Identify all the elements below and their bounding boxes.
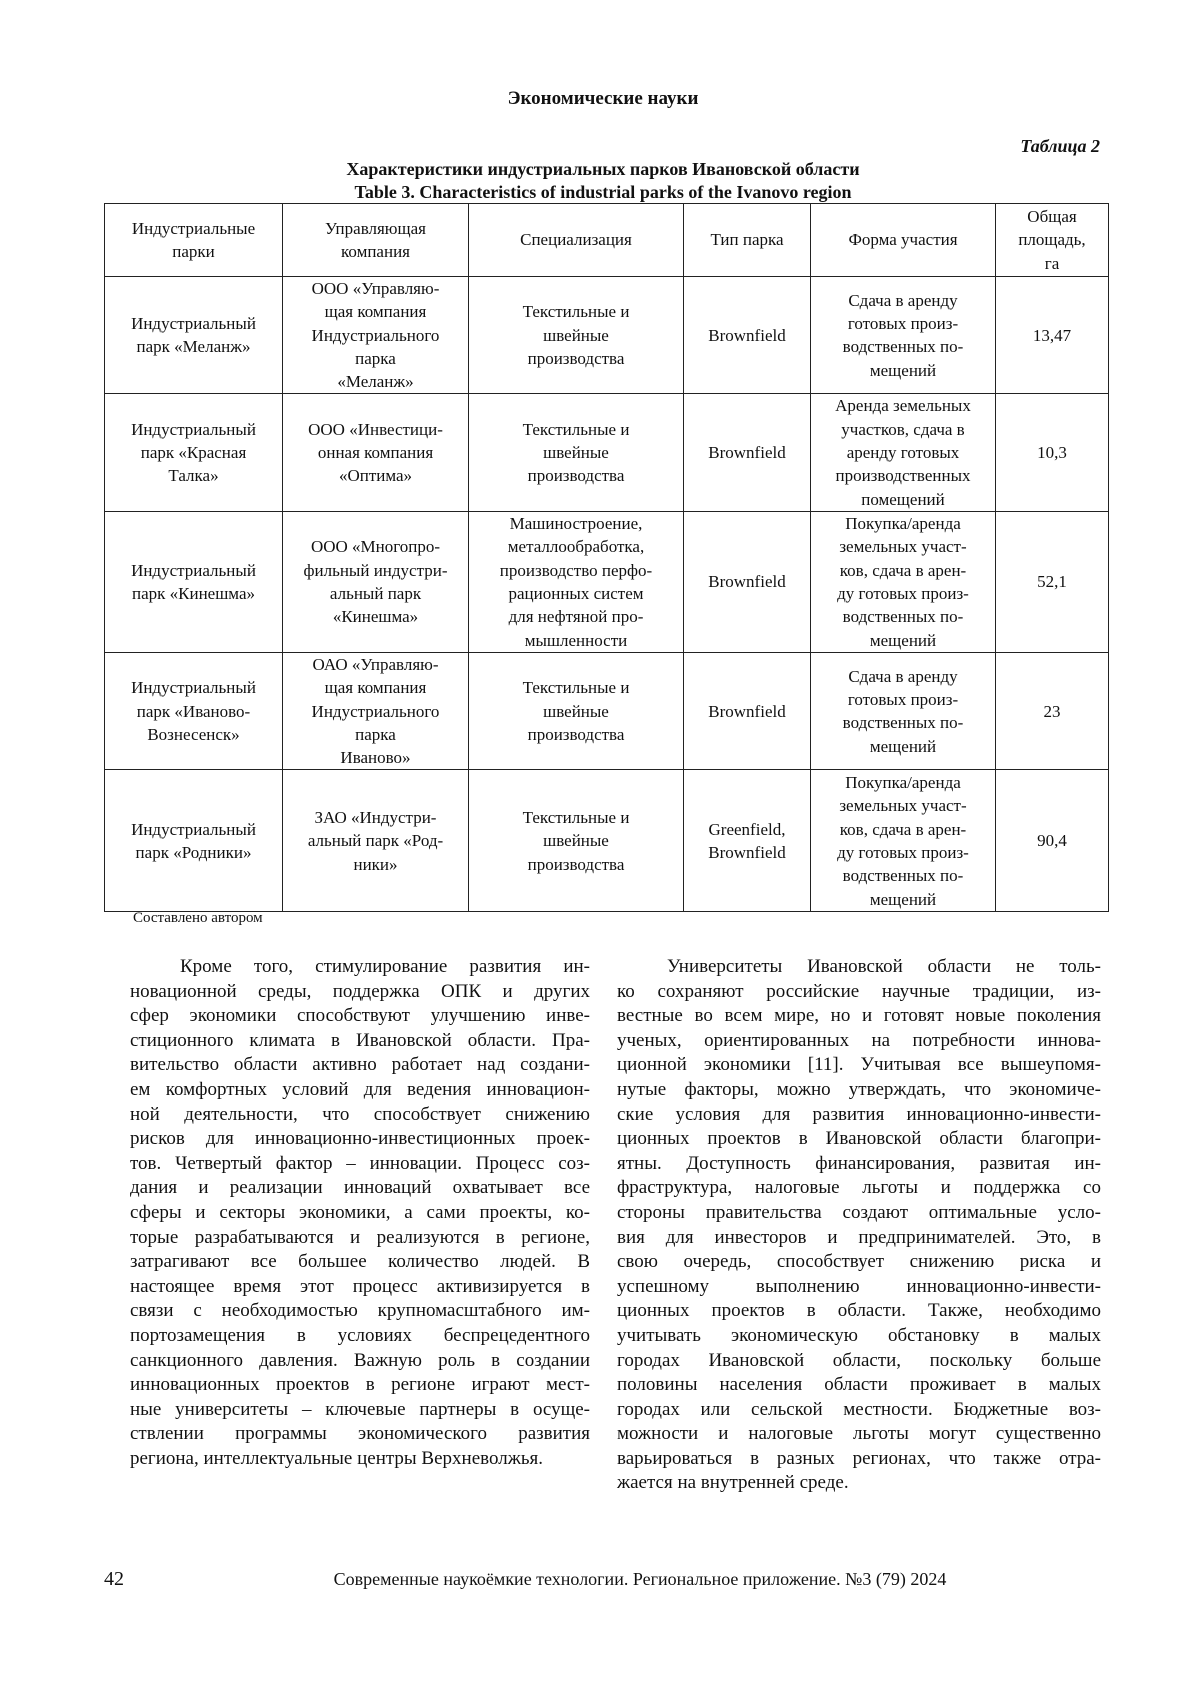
table-source-note: Составлено автором — [133, 910, 263, 926]
column-header: Форма участия — [811, 204, 996, 277]
body-text-line: ционных проектов в области. Также, необходимо — [617, 1300, 1101, 1322]
table-row — [105, 652, 1109, 769]
table-cell: Индустриальный парк «Кинешма» — [105, 511, 283, 652]
column-header: Управляющая компания — [283, 204, 469, 277]
table-title-en: Table 3. Characteristics of industrial parks of the Ivanovo region — [354, 182, 852, 202]
body-text-line: ной деятельности, что способствует снижению — [130, 1103, 590, 1125]
body-column-right — [617, 955, 1101, 1496]
body-text-line: ко сохраняют российские научные традиции, из- — [617, 980, 1101, 1002]
body-text-line: стиционного климата в Ивановской области. Пра- — [130, 1029, 590, 1051]
body-text-line: региона, интеллектуальные центры Верхневолжья. — [130, 1447, 543, 1469]
table-cell: ООО «Управляю- щая компания Индустриального парка «Меланж» — [283, 277, 469, 394]
body-text-line: дания и реализации инноваций охватывает все — [130, 1177, 590, 1199]
table-label: Таблица 2 — [1020, 136, 1100, 156]
table-cell: Текстильные и швейные производства — [469, 277, 684, 394]
body-text-line: Университеты Ивановской области не толь- — [667, 956, 1101, 977]
table-cell: Индустриальный парк «Иваново- Вознесенск» — [105, 652, 283, 769]
body-text-line: ствлении программы экономического развития — [130, 1423, 590, 1445]
body-text-line: ные университеты – ключевые партнеры в осуще- — [130, 1398, 590, 1420]
table-cell: Сдача в аренду готовых произ- водственных по- мещений — [811, 277, 996, 394]
table-cell: 13,47 — [996, 277, 1109, 394]
table-row — [105, 277, 1109, 394]
table-cell: Brownfield — [684, 652, 811, 769]
body-text-line: можности и налоговые льготы могут существенно — [617, 1423, 1101, 1445]
table-cell: 23 — [996, 652, 1109, 769]
body-text-line: городах Ивановской области, поскольку больше — [617, 1349, 1101, 1371]
column-header: Тип парка — [684, 204, 811, 277]
table-cell: Покупка/аренда земельных участ- ков, сдача в арен- ду готовых произ- водственных по- мещений — [811, 511, 996, 652]
table-cell: Brownfield — [684, 394, 811, 511]
running-head: Экономические науки — [507, 88, 699, 109]
table-row — [105, 770, 1109, 912]
table-cell: Текстильные и швейные производства — [469, 394, 684, 511]
body-text-line: новационной среды, поддержка ОПК и других — [130, 980, 590, 1002]
table-cell: Brownfield — [684, 277, 811, 394]
body-text-line: нутые факторы, можно утверждать, что экономиче- — [617, 1078, 1101, 1100]
table-cell: ООО «Инвестици- онная компания «Оптима» — [283, 394, 469, 511]
body-text-line: учитывать экономическую обстановку в малых — [617, 1324, 1101, 1346]
body-text-line: затрагивают все большее количество людей. В — [130, 1251, 590, 1273]
page-number: 42 — [104, 1568, 124, 1590]
journal-footer: Современные наукоёмкие технологии. Региональное приложение. №3 (79) 2024 — [333, 1569, 947, 1589]
body-text-line: варьироваться в разных регионах, что также отра- — [617, 1447, 1101, 1469]
body-text-line: сферы и секторы экономики, а сами проекты, ко- — [130, 1201, 590, 1223]
body-text-line: рисков для инновационно-инвестиционных проек- — [130, 1128, 590, 1150]
body-text-line: ционных проектов в Ивановской области благопри- — [617, 1128, 1101, 1150]
table-cell: ОАО «Управляю- щая компания Индустриального парка Иваново» — [283, 652, 469, 769]
table-cell: Текстильные и швейные производства — [469, 652, 684, 769]
body-text-line: свою очередь, способствует снижению риска и — [617, 1251, 1101, 1273]
table-cell: Покупка/аренда земельных участ- ков, сдача в арен- ду готовых произ- водственных по- мещений — [811, 770, 996, 912]
industrial-parks-table — [104, 203, 1109, 912]
table-cell: Brownfield — [684, 511, 811, 652]
body-text-line: Кроме того, стимулирование развития ин- — [180, 956, 590, 977]
table-cell: Индустриальный парк «Меланж» — [105, 277, 283, 394]
table-title-ru: Характеристики индустриальных парков Ивановской области — [346, 159, 860, 179]
body-text-line: ские условия для развития инновационно-инвести- — [617, 1103, 1101, 1125]
table-row — [105, 511, 1109, 652]
table-cell: 90,4 — [996, 770, 1109, 912]
table-cell: Аренда земельных участков, сдача в аренду готовых производственных помещений — [811, 394, 996, 511]
body-text-line: портозамещения в условиях беспрецедентного — [130, 1324, 590, 1346]
body-text-line: ятны. Доступность финансирования, развитая ин- — [617, 1152, 1101, 1174]
body-text-line: торые разрабатываются и реализуются в регионе, — [130, 1226, 590, 1248]
body-text-line: сфер экономики способствуют улучшению инве- — [130, 1005, 590, 1027]
body-text-line: успешному выполнению инновационно-инвести- — [617, 1275, 1101, 1297]
body-text-line: тов. Четвертый фактор – инновации. Процесс соз- — [130, 1152, 590, 1174]
body-text-line: городах или сельской местности. Бюджетные воз- — [617, 1398, 1101, 1420]
body-text-line: стороны правительства создают оптимальные усло- — [617, 1201, 1101, 1223]
table-cell: Сдача в аренду готовых произ- водственных по- мещений — [811, 652, 996, 769]
body-text-line: ем комфортных условий для ведения инновацион- — [130, 1078, 590, 1100]
table-cell: Машиностроение, металлообработка, производство перфо- рационных систем для нефтяной про- мышленности — [469, 511, 684, 652]
body-text-line: ученых, ориентированных на потребности иннова- — [617, 1029, 1101, 1051]
table-cell: 52,1 — [996, 511, 1109, 652]
body-text-line: вия для инвесторов и предпринимателей. Это, в — [617, 1226, 1101, 1248]
table-cell: ООО «Многопро- фильный индустри- альный парк «Кинешма» — [283, 511, 469, 652]
body-column-left — [130, 955, 590, 1471]
table-cell: Текстильные и швейные производства — [469, 770, 684, 912]
table-cell: ЗАО «Индустри- альный парк «Род- ники» — [283, 770, 469, 912]
column-header: Общая площадь, га — [996, 204, 1109, 277]
table-cell: Greenfield, Brownfield — [684, 770, 811, 912]
body-text-line: вительство области активно работает над создани- — [130, 1054, 590, 1076]
body-text-line: ционной экономики [11]. Учитывая все вышеупомя- — [617, 1054, 1101, 1076]
column-header: Специализация — [469, 204, 684, 277]
body-text-line: вестные во всем мире, но и готовят новые поколения — [617, 1005, 1101, 1027]
body-text-line: инновационных проектов в регионе играют мест- — [130, 1374, 590, 1396]
table-cell: Индустриальный парк «Красная Талка» — [105, 394, 283, 511]
body-text-line: жается на внутренней среде. — [617, 1472, 849, 1494]
column-header: Индустриальные парки — [105, 204, 283, 277]
body-text-line: половины населения области проживает в малых — [617, 1374, 1101, 1396]
body-text-line: связи с необходимостью крупномасштабного им- — [130, 1300, 590, 1322]
body-text-line: санкционного давления. Важную роль в создании — [130, 1349, 590, 1371]
table-cell: Индустриальный парк «Родники» — [105, 770, 283, 912]
body-text-line: фраструктура, налоговые льготы и поддержка со — [617, 1177, 1101, 1199]
table-header-row — [105, 204, 1109, 277]
table-row — [105, 394, 1109, 511]
body-text-line: настоящее время этот процесс активизируется в — [130, 1275, 590, 1297]
table-cell: 10,3 — [996, 394, 1109, 511]
